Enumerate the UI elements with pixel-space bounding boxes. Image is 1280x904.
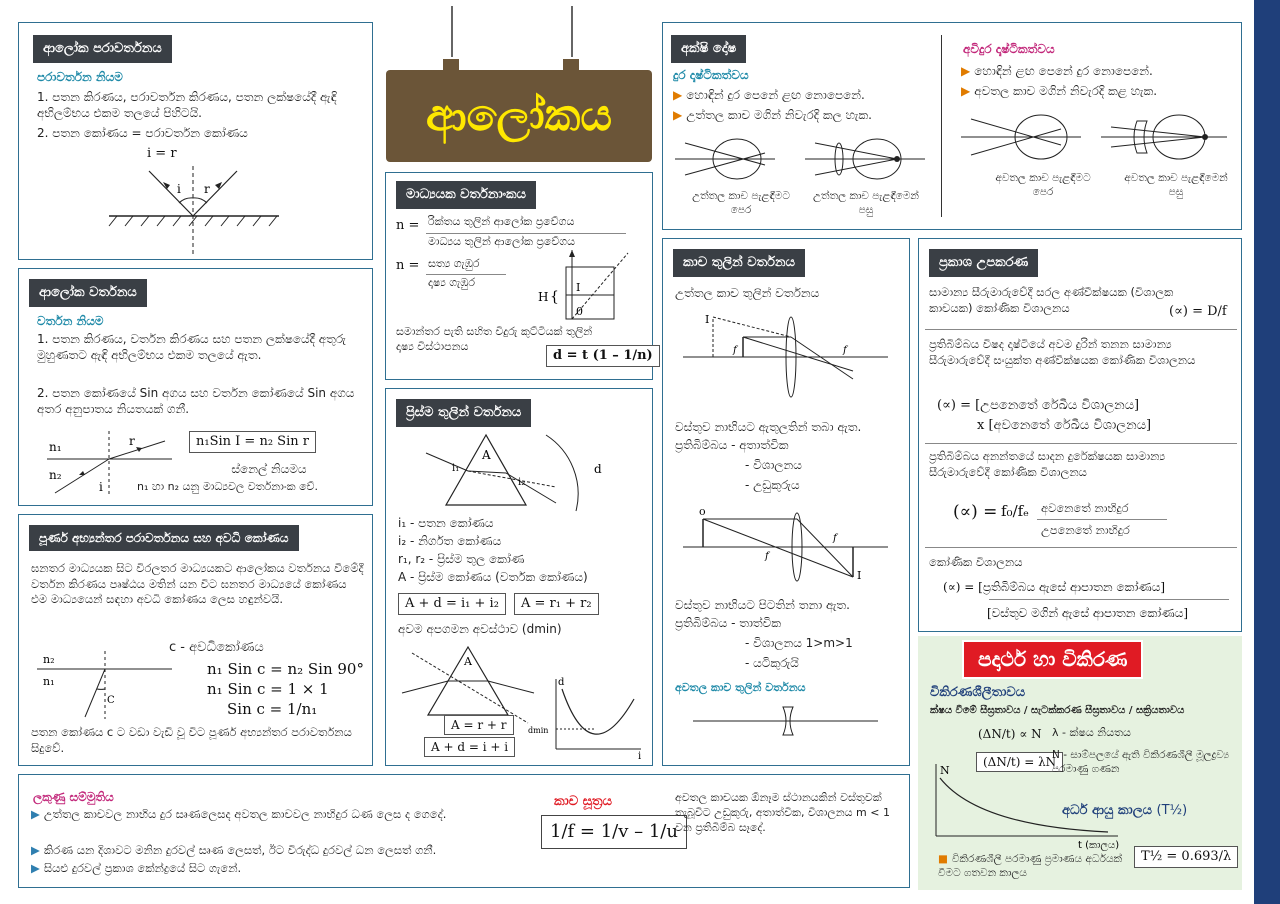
radiation-badge: පදාර්ථ හා විකිරණ: [962, 640, 1143, 679]
optical-divider-3: [925, 547, 1237, 548]
lens-case1-item-1: - විශාලනය: [745, 458, 802, 472]
prism-A: A: [482, 448, 491, 462]
lens-concave-note: අවතල කාචයක ඕනෑම ස්ථානයකින් වස්තුවක් තැබූවිට උඩුකුරු, අතාත්වික, විශාලනය m < 1 වන ප්‍රතිබිම්බ සෑදේ.: [675, 791, 890, 834]
medium-frac-line-2: [426, 274, 506, 275]
reflection-i-label: i: [177, 182, 181, 196]
medium-frac-line-1: [426, 233, 626, 234]
prism-def-3: r₁, r₂ - ප්‍රිස්ම තුල කෝණ: [398, 552, 525, 566]
snell-name: ස්නෙල් නියමය: [231, 462, 307, 476]
radiation-half-life: [1062, 802, 1187, 820]
reflection-law-title: පරාවර්තන නියම: [37, 70, 123, 84]
lens-f-label-3: f: [765, 551, 769, 562]
optical-p3-num: අවනෙතේ නාභිදුර: [1041, 501, 1129, 515]
medium-H: H: [538, 290, 549, 304]
optical-divider-2: [925, 443, 1237, 444]
prism-dev-graph: [528, 677, 646, 762]
medium-n1-den: මාධ්‍යය තුලින් ආලෝක ප්‍රවේගය: [428, 235, 575, 248]
radiation-panel: [918, 636, 1242, 890]
prism-min-dev-diagram: [402, 643, 542, 723]
far-caption-2: උත්තල කාච පැළඳීමෙන් පසු: [813, 190, 919, 217]
lens-header: කාච තුලින් වර්තනය: [673, 249, 805, 277]
lens-I-label: I: [705, 313, 710, 326]
sign-item-1-text: උත්තල කාචවල නාභිය දුර සෘණලෙසද අවතල කාචවල නාභිදුර ධණ ලෙස ද ගෙදේ.: [43, 807, 447, 821]
prism-min-A: A: [464, 655, 472, 668]
radiation-half-text: අර්ධ ආයු කාලය: [1062, 803, 1152, 818]
medium-slab-eq: [546, 345, 660, 367]
title-text: ආලෝකය: [426, 90, 612, 142]
optical-p3-line: [1037, 519, 1167, 520]
tir-desc: ඝනතර මාධ්‍යයක සිට විරලතර මාධ්‍යයකට ආලෝකය වර්තනය වීමේදී වර්තන කිරණය පෘෂ්ඨය මතින් යන විට ඝනතර මාධ්‍යයේ කෝණය එම මාධ්‍යයෙන් සඳහා අවධි කෝණය ලෙස හඳුන්වයි.: [31, 561, 364, 607]
tir-c-angle: C: [107, 695, 115, 706]
lens-case1: වස්තුව නාභියට ඇතුලතින් තබා ඇත.: [675, 420, 862, 434]
near-item-2-text: අවතල කාච මගින් නිවැරදි කළ හැක.: [974, 84, 1158, 98]
eye-panel: [662, 22, 1242, 230]
lens-f-label-2: f: [843, 345, 847, 356]
svg-text:{: {: [550, 289, 559, 305]
medium-n2-den: දෘෂ්‍ය ගැඹුර: [428, 276, 476, 289]
refraction-n1-top: n₁: [49, 440, 62, 454]
tir-eq-3: Sin c = 1/n₁: [227, 700, 318, 718]
refraction-header: ආලෝක වර්තනය: [29, 279, 147, 307]
refraction-n2-bottom: n₂: [49, 468, 62, 482]
sign-item-3: ▶ සියළු දුරවල් ප්‍රකාශ කේන්ද්‍රයේ සිට ගැනේ.: [31, 861, 242, 875]
lens-f-label-4: f: [833, 533, 837, 544]
medium-slab-box: d = t (1 – 1/n): [546, 345, 660, 367]
refraction-law-1: 1. පතන කිරණය, වර්තන කිරණය සහ පතන ලක්ෂයේදී අතුරු මුහුණතට ඇඳි අභිලම්භය එකම තලයේ ඇත.: [37, 332, 346, 363]
sign-item-2: ▶ කිරණ යන දිශාවට මනින දුරවල් සෘණ ලෙසත්, ඊට විරුද්ධ දුරවල් ධන ලෙසත් ගනී.: [31, 843, 437, 857]
eye-divider: [941, 35, 942, 217]
reflection-eq: i = r: [147, 146, 177, 161]
reflection-law-2: 2. පතන කෝණය = පරාවර්තන කෝණය: [37, 126, 248, 140]
prism-eq-1-wrap: [398, 593, 506, 615]
prism-header: ප්‍රිස්ම තුලින් වර්තනය: [396, 399, 531, 427]
snell-equation: [189, 431, 316, 453]
refraction-panel: [18, 268, 373, 506]
near-item-2: ▶ අවතල කාච මගින් නිවැරදි කළ හැක.: [961, 84, 1158, 98]
refraction-r-label: r: [129, 434, 135, 448]
lens-f-label-1: f: [733, 345, 737, 356]
optical-p4-den: [වස්තුව මගින් ඇසේ ආපාතන කෝණය]: [987, 606, 1189, 620]
prism-axis-i: i: [638, 751, 642, 762]
reflection-r-label: r: [204, 182, 210, 196]
radiation-def: ■ විකිරණශීලී පරමාණු ප්‍රමාණය අර්ධයක් වීමට ගතවන කාලය: [938, 853, 1123, 880]
lens-I-label-2: I: [857, 569, 862, 582]
prism-diagram: [426, 433, 626, 513]
lens-case2-item-2: - යටිකුරුයි: [745, 656, 799, 670]
optical-p1: සාමාන්‍ය සීරුමාරුවේදී සරල අණ්වීක්ෂයක (විශාලක කාචයක) කෝණික විශාලනය: [929, 285, 1174, 315]
optical-p2-eq1: (∝) = [උපනෙතේ රේඛීය විශාලනය]: [937, 398, 1140, 413]
lens-convex-diagram-2: [683, 507, 893, 587]
radiation-axis-t: t (කාලය): [1078, 840, 1120, 851]
medium-O: 0: [576, 305, 583, 318]
prism-eq-2: A = r₁ + r₂: [514, 593, 599, 615]
prism-def-4: A - ප්‍රිස්ම කෝණය (වර්තක කෝණය): [398, 570, 588, 584]
tir-n1-label: n₁: [43, 675, 55, 688]
far-item-2-text: උත්තල කාච මගින් නිවැරදි කල හැක.: [686, 108, 872, 122]
radiation-half-eq-box: T½ = 0.693/λ: [1134, 846, 1238, 868]
optical-header: ප්‍රකාශ උපකරණ: [929, 249, 1038, 277]
prism-eq-1: A + d = i₁ + i₂: [398, 593, 506, 615]
medium-diagram: [536, 245, 636, 325]
prism-min-dev: අවම අපගමන අවස්ථාව (dmin): [398, 622, 562, 636]
lens-convex-diagram-1: [683, 309, 893, 399]
far-caption-1: උත්තල කාච පැළඳීමට පෙර: [692, 190, 790, 217]
medium-slab-desc: සමාන්තර පැති සහිත වීදුරු කුට්ටියක් තුලින් දෘෂ්‍ය විස්ථාපනය: [396, 325, 593, 353]
prism-d: d: [594, 462, 602, 476]
far-eye-diagrams: [675, 135, 935, 185]
lens-formula-title: කාච සූත්‍රය: [554, 794, 612, 809]
title-board-strings: [440, 6, 590, 76]
optical-p4-num: (∝) = [ප්‍රතිබිම්බය ඇසේ ආපාතන කෝණය]: [943, 580, 1166, 594]
refraction-law-2: 2. පතන කෝණයේ Sin අගය සහ වර්තන කෝණයේ Sin අගය අතර අනුපාතය නියතයක් ගනී.: [37, 386, 355, 417]
medium-n-2: n =: [396, 258, 420, 273]
tir-diagram: [37, 651, 177, 721]
optical-p2: ප්‍රතිබිම්බය විෂද දෘෂ්ටියේ අවම දුරින් තනන සාමාන්‍ය සීරුමාරුවේදී සංයුක්ත අණ්වීක්ෂයක කෝණික විශාලනය: [929, 337, 1196, 367]
sign-item-2-text: කිරණ යන දිශාවට මනින දුරවල් සෘණ ලෙසත්, ඊට විරුද්ධ දුරවල් ධන ලෙසත් ගනී.: [43, 843, 437, 857]
optical-panel: [918, 238, 1242, 632]
prism-i1: i₁: [452, 463, 460, 474]
lens-case1-img: ප්‍රතිබිම්බය - අතාත්වික: [675, 438, 789, 452]
prism-i2: i₂: [518, 477, 526, 488]
tir-panel: [18, 514, 373, 766]
reflection-law-1: 1. පතන කිරණය, පරාවර්තන කිරණය, පතන ලක්ෂයේදී ඇඳි අභිලම්භය එකම තලයේ පිහිටයි.: [37, 90, 337, 121]
optical-divider-1: [925, 329, 1237, 330]
far-item-1-text: හොඳින් දුර පෙනේ ළඟ නොපෙනේ.: [686, 88, 865, 102]
radiation-subtitle: ක්ෂය වීමේ සීඝ්‍රතාවය / සැටක්කරණ සීඝ්‍රතාවය / සක්‍රියතාවය: [930, 705, 1185, 716]
medium-n-1: n =: [396, 218, 420, 233]
medium-n1-num: රික්තය තුලින් ආලෝක ප්‍රවේගය: [428, 215, 575, 228]
near-caption-2: අවතල කාච පැළඳීමෙන් පසු: [1124, 172, 1228, 199]
radiation-n-def: N - සාම්පලයේ ඇති විකිරණශීලී මූලද්‍රව්‍ය පරමාණු ගණන: [1052, 749, 1230, 776]
optical-p4-line: [989, 599, 1229, 600]
tir-eq-1: n₁ Sin c = n₂ Sin 90°: [207, 660, 364, 678]
prism-axis-d: d: [558, 677, 565, 688]
radiation-eq1: (ΔN/t) ∝ N: [978, 727, 1042, 741]
radiation-lambda: λ - ක්ෂය නියතය: [1052, 726, 1131, 739]
prism-dmin: dmin: [528, 726, 549, 735]
lens-formula-box: [541, 815, 687, 849]
far-item-1: ▶ හොඳින් දුර පෙනේ ළඟ නොපෙනේ.: [673, 88, 865, 102]
sign-item-1: ▶ උත්තල කාචවල නාභිය දුර සෘණලෙසද අවතල කාචවල නාභිදුර ධණ ලෙස ද ගෙදේ.: [31, 807, 447, 821]
tir-c-label: c - අවධිකෝණය: [169, 640, 264, 655]
far-title: දුර දෘෂ්ටිකත්වය: [673, 68, 749, 82]
medium-I: I: [576, 281, 581, 294]
lens-concave-title: අවතල කාච තුලින් වර්තනය: [675, 681, 806, 694]
tir-header: පූර්ණ අභ්‍යන්තර පරාවර්තනය සහ අවධි කෝණය: [29, 525, 299, 551]
radiation-def-text: විකිරණශීලී පරමාණු ප්‍රමාණය අර්ධයක් වීමට ගතවන කාලය: [938, 853, 1123, 880]
optical-p3-den: උපනෙතේ නාභිදුර: [1041, 523, 1130, 537]
radiation-eq2-box: (ΔN/t) = λN: [976, 752, 1063, 772]
lens-convex-title: උත්තල කාච තුලින් වර්තනය: [675, 286, 820, 300]
prism-eq-3-wrap: [444, 715, 514, 735]
reflection-panel: [18, 22, 373, 260]
reflection-header: ආලෝක පරාවර්තනය: [33, 35, 172, 63]
optical-p4: කෝණික විශාලනය: [929, 555, 1023, 569]
reflection-diagram: [109, 161, 289, 256]
lens-concave-diagram: [693, 707, 883, 737]
lens-case2-item-1: - විශාලනය 1>m>1: [745, 636, 853, 650]
medium-n2-num: සත්‍ය ගැඹුර: [428, 257, 480, 270]
lens-case2: වස්තුව නාභියට පිටතින් තනා ඇත.: [675, 598, 850, 612]
lens-case2-img: ප්‍රතිබිම්බය - තාත්වික: [675, 616, 782, 630]
prism-def-1: i₁ - පතන කෝණය: [398, 516, 494, 530]
optical-p3-frac: f₀/fₑ: [1001, 502, 1029, 520]
eye-header: අක්ෂි දෝෂ: [671, 35, 746, 63]
medium-header: මාධ්‍යයක වර්තනාංකය: [396, 181, 536, 209]
right-edge-bar: [1254, 0, 1280, 904]
prism-eq-2-wrap: [514, 593, 599, 615]
near-title: අවිදුර දෘෂ්ටිකත්වය: [963, 42, 1055, 56]
title-board: [386, 70, 652, 162]
lens-formula-eq: 1/f = 1/v – 1/u: [550, 821, 678, 842]
lens-case1-item-2: - උඩුකුරුය: [745, 478, 800, 492]
lens-o-label: o: [699, 505, 706, 518]
radiation-axis-n: N: [940, 764, 950, 777]
refraction-law-title: වර්තන නියම: [37, 314, 104, 328]
radiation-half-sym: (T½): [1156, 803, 1188, 818]
near-caption-1: අවතල කාච පැළඳීමට පෙර: [995, 172, 1091, 199]
near-item-1: ▶ හොඳින් ළඟ පෙනේ දුර නොපෙනේ.: [961, 64, 1153, 78]
tir-eq-2: n₁ Sin c = 1 × 1: [207, 680, 329, 698]
optical-p2-eq2: x [අවනෙතේ රේඛීය විශාලනය]: [977, 418, 1152, 433]
sign-item-3-text: සියළු දුරවල් ප්‍රකාශ කේන්ද්‍රයේ සිට ගැනේ.: [43, 861, 242, 875]
radiation-title: විකිරණශීලීතාවය: [930, 685, 1026, 700]
radiation-half-eq: [1134, 846, 1238, 868]
sign-title: ලකුණු සම්මුතිය: [33, 790, 114, 804]
optical-p1-eq: (∝) = D/f: [1169, 304, 1227, 319]
prism-eq-3: A = r + r: [444, 715, 514, 735]
medium-panel: [385, 172, 653, 380]
prism-eq-4: A + d = i + i: [424, 737, 515, 757]
prism-eq-4-wrap: [424, 737, 515, 757]
optical-p3-lhs: (∝) =: [953, 502, 998, 522]
refraction-i-label: i: [99, 480, 103, 494]
prism-def-2: i₂ - නිර්ගත කෝණය: [398, 534, 502, 548]
near-item-1-text: හොඳින් ළඟ පෙනේ දුර නොපෙනේ.: [974, 64, 1153, 78]
lens-panel: [662, 238, 910, 834]
near-eye-diagrams: [961, 109, 1231, 167]
tir-note: පතන කෝණය c ට වඩා වැඩි වූ විට පූර්ණ අභ්‍යන්තර පරාවර්තනය සිදුවේ.: [31, 725, 352, 755]
snell-eq-box: n₁Sin I = n₂ Sin r: [189, 431, 316, 453]
snell-note: n₁ හා n₂ යනු මාධ්‍යවල වර්තනාංක වේ.: [137, 480, 318, 493]
tir-n2-label: n₂: [43, 653, 55, 666]
optical-p3: ප්‍රතිබිම්බය අනන්තයේ සාදන දුරේක්ෂයක සාමාන්‍ය සීරුමාරුවේදී කෝණික විශාලනය: [929, 449, 1166, 479]
far-item-2: ▶ උත්තල කාච මගින් නිවැරදි කල හැක.: [673, 108, 872, 122]
prism-panel: [385, 388, 653, 766]
